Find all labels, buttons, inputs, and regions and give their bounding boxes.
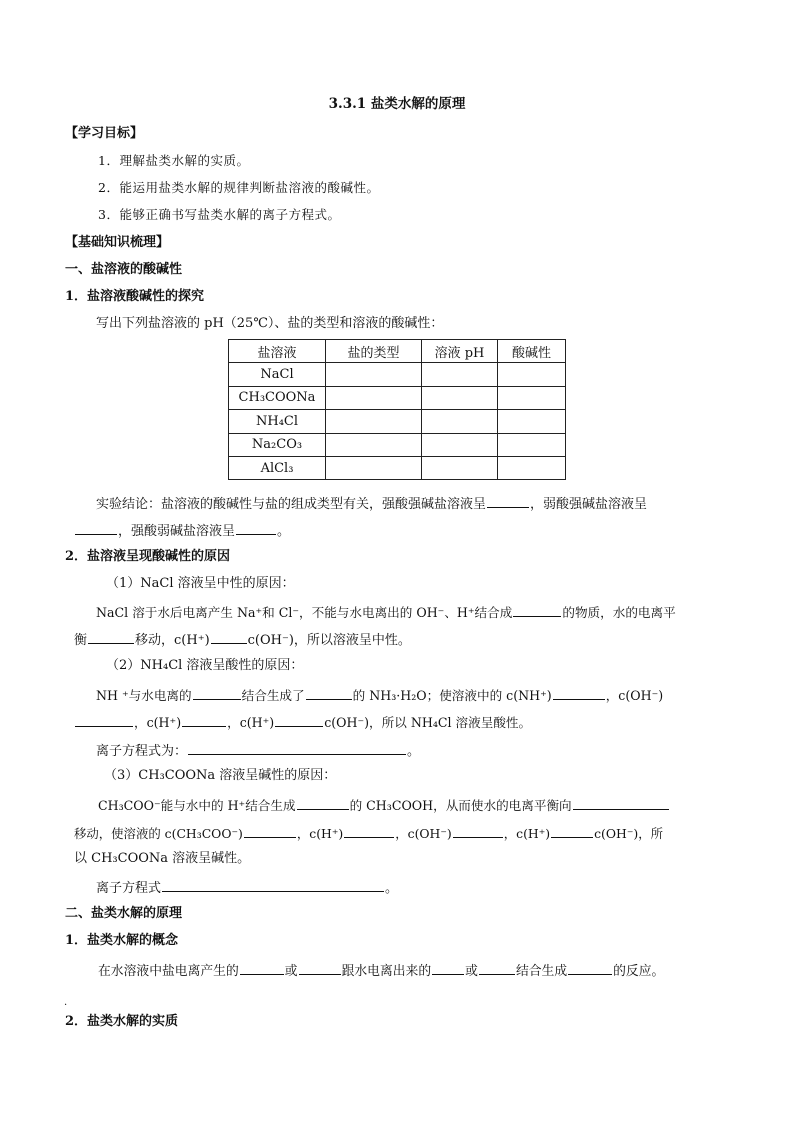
table-row: [229, 456, 566, 479]
answer-blank[interactable]: [553, 686, 605, 700]
part-3-text: c(OH⁻)，所: [594, 826, 664, 841]
ionic-equation-label: 离子方程式为：: [96, 744, 188, 759]
answer-blank[interactable]: [432, 961, 464, 975]
objective-2: 2．能运用盐类水解的规律判断盐溶液的酸碱性。: [98, 180, 380, 195]
ionic-equation-2: [96, 878, 398, 897]
salt-table: [228, 339, 566, 480]
part-1-line-1: [96, 603, 676, 621]
answer-blank[interactable]: [299, 961, 341, 975]
table-row: [229, 433, 566, 456]
basic-heading: 【基础知识梳理】: [65, 235, 170, 250]
concept-text: 的反应。: [613, 964, 665, 979]
answer-blank[interactable]: [306, 686, 352, 700]
section-2-sub-2: 2．盐类水解的实质: [65, 1014, 179, 1029]
table-row: [229, 363, 566, 386]
answer-blank[interactable]: [193, 686, 241, 700]
part-3-text: CH₃COO⁻能与水中的 H⁺结合生成: [98, 798, 296, 813]
part-2-line-2: [74, 713, 531, 731]
salt-cell: AlCl₃: [229, 456, 326, 479]
part-2-text: 结合生成了: [241, 688, 305, 703]
part-1-text: 移动，c(H⁺): [135, 633, 210, 648]
part-3-line-3: 以 CH₃COONa 溶液呈碱性。: [74, 851, 251, 866]
objectives-heading: 【学习目标】: [65, 126, 144, 141]
answer-blank[interactable]: [244, 824, 296, 838]
ionic-equation-label: 离子方程式: [96, 881, 162, 896]
answer-blank[interactable]: [275, 713, 323, 727]
answer-blank[interactable]: [453, 824, 503, 838]
answer-cell[interactable]: [422, 456, 498, 479]
table-row: [229, 386, 566, 409]
answer-cell[interactable]: [498, 433, 566, 456]
section-1-sub-2: 2．盐溶液呈现酸碱性的原因: [65, 549, 231, 564]
answer-blank[interactable]: [487, 494, 529, 508]
answer-cell[interactable]: [422, 363, 498, 386]
answer-cell[interactable]: [326, 433, 422, 456]
answer-blank[interactable]: [188, 741, 406, 755]
part-2-text: NH ⁺与水电离的: [96, 688, 192, 703]
answer-blank[interactable]: [75, 521, 117, 535]
period: 。: [277, 524, 291, 539]
section-2-sub-1: 1．盐类水解的概念: [65, 933, 179, 948]
answer-cell[interactable]: [498, 363, 566, 386]
part-2-text: c(OH⁻)，所以 NH₄Cl 溶液呈酸性。: [324, 715, 532, 730]
conclusion-text: ，强酸弱碱盐溶液呈: [118, 524, 236, 539]
conclusion-line-1: [96, 494, 647, 513]
part-3-text: ，c(OH⁻): [395, 826, 452, 841]
table-intro: 写出下列盐溶液的 pH（25℃）、盐的类型和溶液的酸碱性：: [96, 316, 444, 331]
answer-blank[interactable]: [568, 961, 612, 975]
answer-blank[interactable]: [344, 824, 394, 838]
concept-text: 跟水电离出来的: [341, 964, 432, 979]
part-3-heading: （3）CH₃COONa 溶液呈碱性的原因：: [104, 768, 337, 783]
answer-cell[interactable]: [326, 456, 422, 479]
answer-blank[interactable]: [211, 630, 247, 644]
salt-cell: CH₃COONa: [229, 386, 326, 409]
answer-blank[interactable]: [182, 713, 226, 727]
answer-cell[interactable]: [498, 410, 566, 433]
conclusion-line-2: [74, 521, 290, 540]
conclusion-text: ，弱酸强碱盐溶液呈: [530, 497, 648, 512]
table-header: 盐的类型: [326, 340, 422, 363]
answer-blank[interactable]: [88, 630, 134, 644]
part-2-heading: （2）NH₄Cl 溶液呈酸性的原因：: [106, 658, 304, 673]
answer-blank[interactable]: [513, 603, 561, 617]
part-1-text: 的物质，水的电离平: [562, 605, 676, 620]
answer-cell[interactable]: [498, 386, 566, 409]
part-3-text: 移动，使溶液的 c(CH₃COO⁻): [74, 826, 243, 841]
stray-dot: .: [64, 997, 68, 1008]
salt-cell: Na₂CO₃: [229, 433, 326, 456]
salt-cell: NaCl: [229, 363, 326, 386]
answer-cell[interactable]: [422, 433, 498, 456]
answer-blank[interactable]: [240, 961, 284, 975]
table-header: 盐溶液: [229, 340, 326, 363]
part-3-text: ，c(H⁺): [503, 826, 551, 841]
concept-text: 或: [284, 964, 298, 979]
part-1-text: 衡: [74, 633, 88, 648]
answer-cell[interactable]: [326, 410, 422, 433]
salt-cell: NH₄Cl: [229, 410, 326, 433]
ionic-equation-1: [96, 741, 420, 760]
page-title: 3.3.1 盐类水解的原理: [328, 96, 466, 112]
table-header: 溶液 pH: [422, 340, 498, 363]
concept-text: 结合生成: [515, 964, 568, 979]
part-3-text: 的 CH₃COOH，从而使水的电离平衡向: [349, 798, 572, 813]
answer-cell[interactable]: [498, 456, 566, 479]
answer-blank[interactable]: [75, 713, 133, 727]
part-2-text: ，c(H⁺): [227, 715, 275, 730]
answer-cell[interactable]: [326, 363, 422, 386]
section-1-title: 一、盐溶液的酸碱性: [65, 262, 183, 277]
objective-3: 3．能够正确书写盐类水解的离子方程式。: [98, 207, 341, 222]
table-header-row: [229, 340, 566, 363]
table-header: 酸碱性: [498, 340, 566, 363]
table-row: [229, 410, 566, 433]
answer-cell[interactable]: [422, 386, 498, 409]
section-1-sub-1: 1．盐溶液酸碱性的探究: [65, 289, 205, 304]
section-2-title: 二、盐类水解的原理: [65, 906, 183, 921]
answer-blank[interactable]: [162, 878, 384, 892]
part-3-text: ，c(H⁺): [296, 826, 344, 841]
part-1-line-2: [74, 630, 411, 649]
concept-text: 或: [465, 964, 478, 979]
part-2-text: 的 NH₃·H₂O；使溶液中的 c(NH⁺): [352, 688, 552, 703]
part-1-text: c(OH⁻)，所以溶液呈中性。: [247, 633, 411, 648]
concept-line: [98, 961, 664, 980]
concept-text: 在水溶液中盐电离产生的: [98, 964, 239, 979]
answer-cell[interactable]: [422, 410, 498, 433]
part-1-text: NaCl 溶于水后电离产生 Na⁺和 Cl⁻，不能与水电离出的 OH⁻、H⁺结合成: [96, 605, 513, 620]
part-2-text: ，c(H⁺): [134, 715, 182, 730]
period: 。: [407, 744, 421, 759]
answer-blank[interactable]: [573, 796, 669, 810]
part-3-line-1: [98, 796, 670, 814]
objective-1: 1．理解盐类水解的实质。: [98, 153, 250, 168]
conclusion-text: 实验结论：盐溶液的酸碱性与盐的组成类型有关，强酸强碱盐溶液呈: [96, 497, 487, 512]
part-2-line-1: [96, 686, 663, 704]
answer-blank[interactable]: [297, 796, 349, 810]
answer-blank[interactable]: [236, 521, 276, 535]
answer-blank[interactable]: [479, 961, 515, 975]
answer-blank[interactable]: [551, 824, 593, 838]
part-2-text: ，c(OH⁻): [605, 688, 664, 703]
part-1-heading: （1）NaCl 溶液呈中性的原因：: [106, 576, 295, 591]
answer-cell[interactable]: [326, 386, 422, 409]
part-3-line-2: [74, 824, 663, 842]
period: 。: [385, 881, 399, 896]
